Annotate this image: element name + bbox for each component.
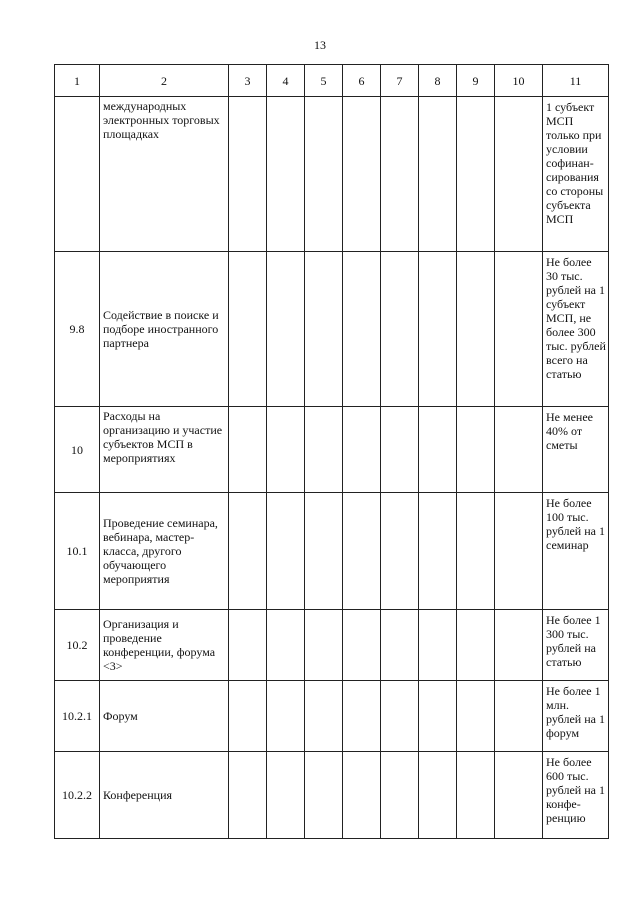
- row-name: Организация и проведение конференции, форума <3>: [100, 610, 229, 681]
- empty-cell: [305, 752, 343, 839]
- empty-cell: [419, 610, 457, 681]
- empty-cell: [267, 97, 305, 252]
- row-note: Не более 30 тыс. рублей на 1 субъект МСП, не более 300 тыс. рублей всего на статью: [543, 252, 609, 407]
- empty-cell: [267, 493, 305, 610]
- empty-cell: [457, 97, 495, 252]
- budget-table: [54, 64, 609, 839]
- column-header: 6: [343, 65, 381, 97]
- column-header: 2: [100, 65, 229, 97]
- empty-cell: [267, 610, 305, 681]
- row-note: Не более 600 тыс. рублей на 1 конфе-ренцию: [543, 752, 609, 839]
- row-number: 10.2.2: [55, 752, 100, 839]
- row-number: 10.1: [55, 493, 100, 610]
- empty-cell: [419, 493, 457, 610]
- empty-cell: [495, 97, 543, 252]
- empty-cell: [495, 407, 543, 493]
- row-note: Не более 1 300 тыс. рублей на статью: [543, 610, 609, 681]
- empty-cell: [495, 252, 543, 407]
- empty-cell: [267, 752, 305, 839]
- table-row: [55, 752, 609, 839]
- page-number: 13: [314, 38, 326, 52]
- table-row: [55, 407, 609, 493]
- empty-cell: [457, 493, 495, 610]
- empty-cell: [381, 681, 419, 752]
- empty-cell: [343, 493, 381, 610]
- empty-cell: [305, 252, 343, 407]
- empty-cell: [305, 681, 343, 752]
- empty-cell: [495, 681, 543, 752]
- table-row: [55, 493, 609, 610]
- column-header: 10: [495, 65, 543, 97]
- empty-cell: [229, 407, 267, 493]
- row-name: международных электронных торговых площадках: [100, 97, 229, 252]
- column-header: 1: [55, 65, 100, 97]
- empty-cell: [305, 97, 343, 252]
- empty-cell: [457, 681, 495, 752]
- empty-cell: [305, 610, 343, 681]
- row-number: [55, 97, 100, 252]
- empty-cell: [343, 752, 381, 839]
- empty-cell: [229, 752, 267, 839]
- row-number: 9.8: [55, 252, 100, 407]
- row-note: Не более 100 тыс. рублей на 1 семинар: [543, 493, 609, 610]
- row-note: Не более 1 млн. рублей на 1 форум: [543, 681, 609, 752]
- row-number: 10: [55, 407, 100, 493]
- row-note: Не менее 40% от сметы: [543, 407, 609, 493]
- empty-cell: [267, 407, 305, 493]
- table-header-row: [55, 65, 609, 97]
- empty-cell: [343, 610, 381, 681]
- empty-cell: [381, 752, 419, 839]
- table-row: [55, 681, 609, 752]
- column-header: 5: [305, 65, 343, 97]
- empty-cell: [229, 97, 267, 252]
- empty-cell: [229, 493, 267, 610]
- empty-cell: [343, 97, 381, 252]
- empty-cell: [495, 752, 543, 839]
- row-name: Проведение семинара, вебинара, мастер-класса, другого обучающего мероприятия: [100, 493, 229, 610]
- empty-cell: [495, 610, 543, 681]
- empty-cell: [495, 493, 543, 610]
- empty-cell: [457, 252, 495, 407]
- empty-cell: [305, 407, 343, 493]
- empty-cell: [381, 610, 419, 681]
- empty-cell: [381, 97, 419, 252]
- row-number: 10.2: [55, 610, 100, 681]
- empty-cell: [457, 407, 495, 493]
- empty-cell: [381, 252, 419, 407]
- empty-cell: [267, 252, 305, 407]
- table-row: [55, 252, 609, 407]
- column-header: 9: [457, 65, 495, 97]
- empty-cell: [419, 681, 457, 752]
- column-header: 7: [381, 65, 419, 97]
- empty-cell: [419, 407, 457, 493]
- column-header: 11: [543, 65, 609, 97]
- row-name: Расходы на организацию и участие субъектов МСП в мероприятиях: [100, 407, 229, 493]
- empty-cell: [419, 752, 457, 839]
- column-header: 8: [419, 65, 457, 97]
- empty-cell: [381, 407, 419, 493]
- empty-cell: [419, 252, 457, 407]
- empty-cell: [267, 681, 305, 752]
- empty-cell: [381, 493, 419, 610]
- table-row: [55, 97, 609, 252]
- empty-cell: [343, 681, 381, 752]
- empty-cell: [419, 97, 457, 252]
- empty-cell: [343, 252, 381, 407]
- column-header: 3: [229, 65, 267, 97]
- empty-cell: [229, 610, 267, 681]
- table-row: [55, 610, 609, 681]
- row-name: Форум: [100, 681, 229, 752]
- row-number: 10.2.1: [55, 681, 100, 752]
- empty-cell: [457, 610, 495, 681]
- row-name: Конференция: [100, 752, 229, 839]
- empty-cell: [229, 252, 267, 407]
- empty-cell: [229, 681, 267, 752]
- empty-cell: [457, 752, 495, 839]
- column-header: 4: [267, 65, 305, 97]
- empty-cell: [343, 407, 381, 493]
- row-note: 1 субъект МСП только при условии софинан-сирования со стороны субъекта МСП: [543, 97, 609, 252]
- empty-cell: [305, 493, 343, 610]
- row-name: Содействие в поиске и подборе иностранного партнера: [100, 252, 229, 407]
